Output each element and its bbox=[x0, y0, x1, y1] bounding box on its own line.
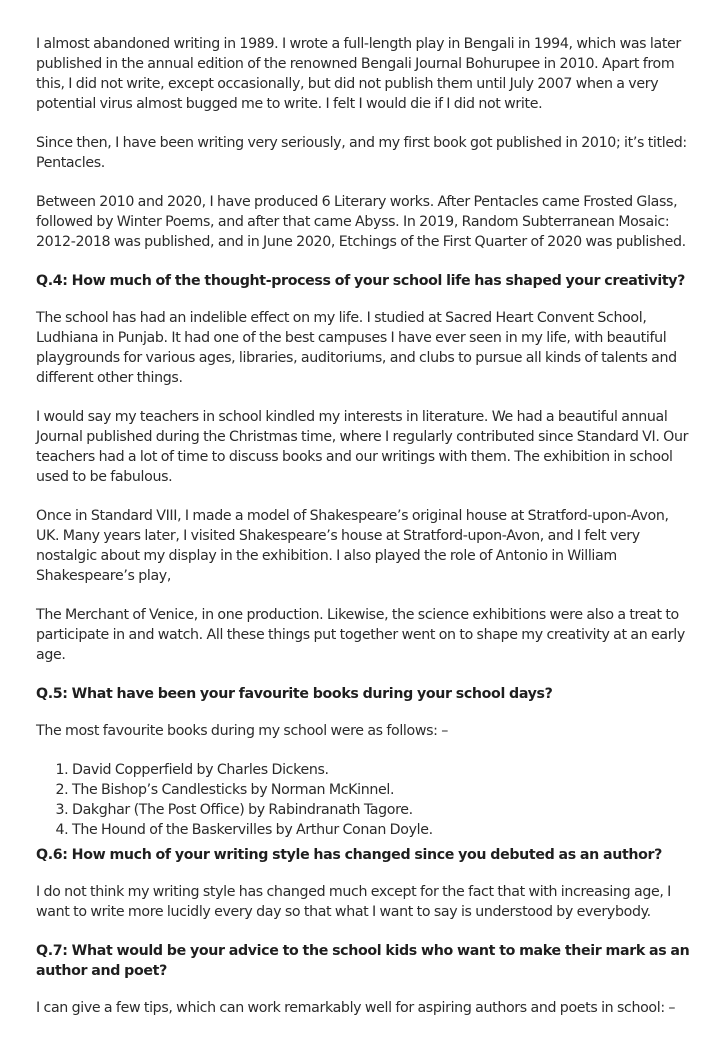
list-item: 1. David Copperfield by Charles Dickens. bbox=[72, 760, 692, 780]
paragraph-merchant-of-venice: The Merchant of Venice, in one production. Likewise, the science exhibitions were also a treat to participate in and watch. All these things put together went on to shape my creativity at an early age. bbox=[36, 607, 685, 663]
paragraph-school-effect: The school has had an indelible effect on my life. I studied at Sacred Heart Convent School, Ludhiana in Punjab. It had one of the best campuses I have ever seen in my life, with beautiful playgrounds for various ages, libraries, auditoriums, and clubs to pursue all kinds of talents and different other things. bbox=[36, 310, 677, 386]
article-body bbox=[36, 34, 692, 1037]
paragraph-writing-history: I almost abandoned writing in 1989. I wrote a full-length play in Bengali in 1994, which was later published in the annual edition of the renowned Bengali Journal Bohurupee in 2010. Apart from this, I did not write, except occasionally, but did not publish them until July 2007 when a very potential virus almost bugged me to write. I felt I would die if I did not write. bbox=[36, 36, 681, 112]
paragraph-favourite-books-intro: The most favourite books during my school were as follows: – bbox=[36, 723, 448, 739]
question-4: Q.4: How much of the thought-process of your school life has shaped your creativity? bbox=[36, 273, 686, 289]
question-6: Q.6: How much of your writing style has changed since you debuted as an author? bbox=[36, 847, 663, 863]
favourite-books-list bbox=[36, 760, 692, 840]
question-7: Q.7: What would be your advice to the school kids who want to make their mark as an author and poet? bbox=[36, 943, 690, 979]
list-item: 2. The Bishop’s Candlesticks by Norman McKinnel. bbox=[72, 780, 692, 800]
paragraph-tips-intro: I can give a few tips, which can work remarkably well for aspiring authors and poets in school: – bbox=[36, 1000, 676, 1016]
list-item: 4. The Hound of the Baskervilles by Arthur Conan Doyle. bbox=[72, 820, 692, 840]
paragraph-writing-style: I do not think my writing style has changed much except for the fact that with increasing age, I want to write more lucidly every day so that what I want to say is understood by everybody. bbox=[36, 884, 672, 920]
paragraph-first-book: Since then, I have been writing very seriously, and my first book got published in 2010; it’s titled: Pentacles. bbox=[36, 135, 687, 171]
list-item: 3. Dakghar (The Post Office) by Rabindranath Tagore. bbox=[72, 800, 692, 820]
paragraph-shakespeare-model: Once in Standard VIII, I made a model of Shakespeare’s original house at Stratford-upon-Avon, UK. Many years later, I visited Shakespeare’s house at Stratford-upon-Avon, and I felt very nostalgic about my display in the exhibition. I also played the role of Antonio in William Shakespeare’s play, bbox=[36, 508, 669, 584]
question-5: Q.5: What have been your favourite books during your school days? bbox=[36, 686, 553, 702]
paragraph-literary-works: Between 2010 and 2020, I have produced 6 Literary works. After Pentacles came Frosted Glass, followed by Winter Poems, and after that came Abyss. In 2019, Random Subterranean Mosaic: 2012-2018 was published, and in June 2020, Etchings of the First Quarter of 2020 was published. bbox=[36, 194, 686, 250]
paragraph-teachers: I would say my teachers in school kindled my interests in literature. We had a beautiful annual Journal published during the Christmas time, where I regularly contributed since Standard VI. Our teachers had a lot of time to discuss books and our writings with them. The exhibition in school used to be fabulous. bbox=[36, 409, 689, 485]
